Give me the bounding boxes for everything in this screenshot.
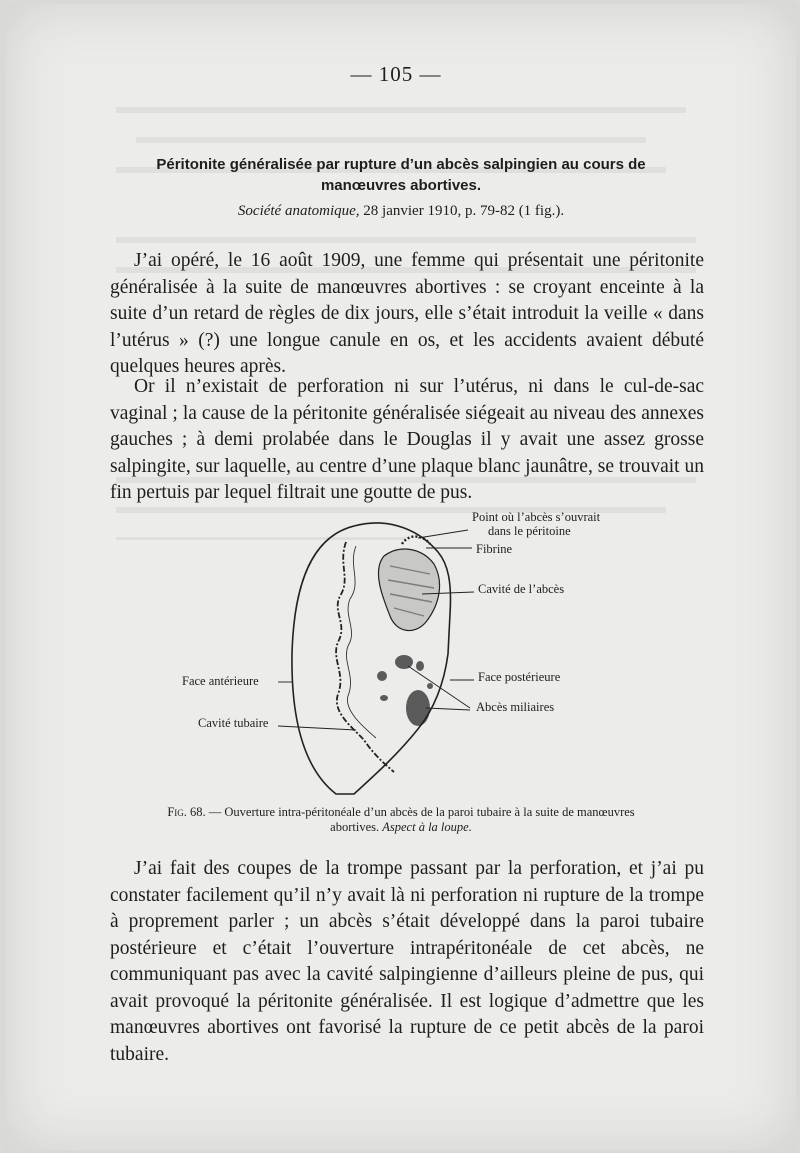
citation-details: 28 janvier 1910, p. 79-82 (1 fig.).: [363, 203, 565, 219]
figure-68: [182, 504, 601, 804]
page-number: — 105 —: [350, 62, 442, 86]
leader-lines: [278, 530, 474, 730]
tube-section-drawing: [186, 504, 596, 804]
figure-caption: [166, 805, 636, 835]
tubal-cavity-line-2: [346, 546, 376, 738]
label-point-line1: Point où l’abcès s’ouvrait: [472, 510, 601, 524]
paragraph-2: Or il n’existait de perforation ni sur l’utérus, ni dans le cul-de-sac vaginal ; la cause de la péritonite généralisée siégeait au niveau des annexes gauches ; à demi prolabée dans le Douglas il y avait une assez grosse salpingite, sur laquelle, au centre d’une plaque blanc jaunâtre, se trouvait un fin pertuis par lequel filtrait une goutte de pus.: [110, 376, 704, 503]
citation-source: Société anatomique,: [237, 203, 360, 219]
label-face-anterieure: Face antérieure: [182, 674, 259, 688]
paragraph-1: J’ai opéré, le 16 août 1909, une femme qui présentait une péritonite généralisée à la suite de manœuvres abortives : se croyant enceinte à la suite d’un retard de règles de dix jours, elle s’était introduit la veille « dans l’utérus » (?) une longue canule en os, et les accidents avaient débuté quelques heures après.: [110, 250, 704, 377]
paragraph-3: J’ai fait des coupes de la trompe passant par la perforation, et j’ai pu constater facilement qu’il n’y avait là ni perforation ni rupture de la trompe à proprement parler ; un abcès s’était développé dans la paroi tubaire postérieure et c’était l’ouverture intrapéritonéale de cet abcès, ne communiquant pas avec la cavité salpingienne d’ailleurs pleine de pus, qui avait provoqué la péritonite généralisée. Il est logique d’admettre que les manœuvres abortives ont favorisé la rupture de ce petit abcès de la paroi tubaire.: [110, 858, 704, 1065]
caption-number: Fig. 68.: [167, 805, 206, 819]
label-cavite-abces: Cavité de l’abcès: [478, 582, 565, 596]
abscess-cavity: [378, 549, 439, 631]
label-point-line2: dans le péritoine: [488, 524, 571, 538]
caption-italic: Aspect à la loupe.: [382, 820, 472, 834]
caption-text: — Ouverture intra-péritonéale d’un abcès de la paroi tubaire à la suite de manœuvres abortives.: [208, 805, 635, 834]
label-fibrine: Fibrine: [476, 542, 513, 556]
label-cavite-tubaire: Cavité tubaire: [198, 716, 269, 730]
label-face-posterieure: Face postérieure: [478, 670, 561, 684]
article-title: Péritonite généralisée par rupture d’un abcès salpingien au cours de manœuvres abortives.: [156, 156, 646, 194]
label-point-opening: [472, 510, 600, 538]
citation: [116, 203, 686, 220]
label-abces-miliaires: Abcès miliaires: [476, 700, 555, 714]
miliary-abscesses: [377, 655, 433, 726]
page: [6, 4, 796, 1150]
